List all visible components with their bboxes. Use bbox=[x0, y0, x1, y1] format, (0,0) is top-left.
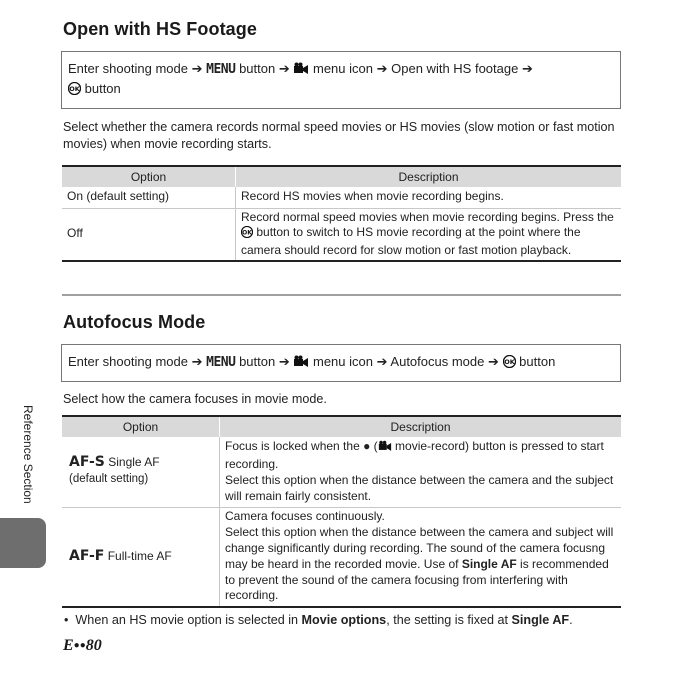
table-row bbox=[62, 507, 621, 607]
arrow-right-icon: ➔ bbox=[521, 61, 533, 76]
ok-button-icon bbox=[68, 82, 81, 100]
description-text: Focus is locked when the bbox=[225, 439, 360, 454]
nav-text: Enter shooting mode bbox=[68, 354, 188, 369]
autofocus-table bbox=[62, 415, 621, 608]
note-bold-text: Movie options bbox=[301, 613, 387, 627]
movie-camera-icon bbox=[293, 62, 309, 80]
column-header-option: Option bbox=[62, 416, 220, 437]
nav-text: Open with HS footage bbox=[391, 61, 519, 76]
menu-path-box bbox=[61, 51, 621, 109]
description-text: movie-record) button is pressed to start recording. bbox=[225, 439, 604, 471]
nav-text: button bbox=[84, 81, 121, 96]
ok-dots-icon: ●● bbox=[73, 640, 86, 651]
note-text: , the setting is fixed at bbox=[386, 613, 509, 627]
description-text: is recommended to prevent the sound of the camera focusing from interfering with recording. bbox=[225, 556, 609, 603]
record-dot-icon: ● bbox=[363, 439, 371, 454]
movie-camera-icon bbox=[293, 355, 309, 373]
arrow-right-icon: ➔ bbox=[376, 354, 388, 369]
movie-camera-icon bbox=[378, 440, 392, 457]
arrow-right-icon: ➔ bbox=[278, 354, 290, 369]
nav-text: menu icon bbox=[313, 354, 373, 369]
ok-button-icon bbox=[503, 355, 516, 373]
svg-text:OK: OK bbox=[242, 229, 252, 237]
option-label: Full-time AF bbox=[107, 548, 172, 563]
option-label: Single AF bbox=[108, 455, 160, 470]
option-cell: Off bbox=[62, 208, 236, 261]
ok-button-icon bbox=[241, 226, 253, 243]
menu-button-label: MENU bbox=[206, 355, 236, 370]
svg-text:OK: OK bbox=[503, 358, 515, 367]
description-cell bbox=[236, 208, 622, 261]
page-number-value: 80 bbox=[85, 637, 102, 654]
sidebar-label-text: Reference Section bbox=[21, 405, 35, 504]
nav-text: menu icon bbox=[313, 61, 373, 76]
note-text: When an HS movie option is selected in bbox=[75, 613, 299, 627]
section-divider bbox=[62, 294, 621, 296]
sidebar-tab bbox=[0, 518, 46, 568]
note-text: . bbox=[569, 613, 573, 627]
hs-footage-table bbox=[62, 165, 621, 262]
nav-text: button bbox=[239, 354, 276, 369]
section-description: Select whether the camera records normal speed movies or HS movies (slow motion or fast motion movies) when movie recording starts. bbox=[63, 120, 615, 151]
bullet: • bbox=[64, 613, 69, 627]
option-cell: On (default setting) bbox=[62, 187, 236, 208]
arrow-right-icon: ➔ bbox=[488, 354, 499, 369]
table-row bbox=[62, 437, 621, 507]
description-text: button to switch to HS movie recording at the point where the camera should record for slow motion or fast motion playback. bbox=[241, 225, 581, 258]
description-cell: Record HS movies when movie recording begins. bbox=[236, 187, 622, 208]
column-header-description: Description bbox=[236, 166, 622, 187]
svg-text:OK: OK bbox=[69, 85, 80, 94]
nav-text: Autofocus mode bbox=[390, 354, 485, 369]
option-cell bbox=[62, 507, 220, 607]
description-cell: Focus is locked when the ● ( movie-record) button is pressed to start recording. Select this option when the distance between the camera and the subject will remain fairly consistent. bbox=[220, 437, 622, 507]
reference-e-icon: E bbox=[63, 637, 74, 654]
page-number bbox=[63, 637, 102, 655]
default-setting-note: (default setting) bbox=[69, 473, 149, 486]
description-text: Select this option when the distance between the camera and the subject will remain fairly consistent. bbox=[225, 472, 614, 503]
af-mode-code: AF-S bbox=[69, 454, 105, 471]
af-mode-code: AF-F bbox=[69, 547, 105, 564]
option-cell bbox=[62, 437, 220, 507]
column-header-option: Option bbox=[62, 166, 236, 187]
arrow-right-icon: ➔ bbox=[191, 61, 203, 76]
table-row bbox=[62, 208, 621, 261]
description-bold-text: Single AF bbox=[461, 556, 517, 571]
section-title-hs-footage: Open with HS Footage bbox=[63, 19, 257, 39]
section-title-autofocus-mode: Autofocus Mode bbox=[63, 312, 206, 332]
arrow-right-icon: ➔ bbox=[376, 61, 388, 76]
menu-path-box bbox=[61, 344, 621, 382]
note-line bbox=[64, 612, 634, 629]
sidebar-section-label bbox=[17, 405, 37, 515]
nav-text: button bbox=[519, 354, 556, 369]
arrow-right-icon: ➔ bbox=[278, 61, 290, 76]
table-row bbox=[62, 187, 621, 208]
nav-text: button bbox=[239, 61, 276, 76]
description-text: Select this option when the distance between the camera and subject will change significantly during recording. The sound of the camera focusng may be heard in the recorded movie. Use of bbox=[225, 525, 614, 571]
column-header-description: Description bbox=[220, 416, 622, 437]
arrow-right-icon: ➔ bbox=[191, 354, 203, 369]
nav-text: Enter shooting mode bbox=[68, 61, 188, 76]
note-bold-text: Single AF bbox=[511, 613, 570, 627]
description-text: Record normal speed movies when movie recording begins. Press the bbox=[241, 209, 614, 224]
description-cell bbox=[220, 507, 622, 607]
section-description: Select how the camera focuses in movie mode. bbox=[63, 392, 327, 406]
description-text: Camera focuses continuously. bbox=[225, 509, 385, 524]
menu-button-label: MENU bbox=[206, 62, 236, 77]
